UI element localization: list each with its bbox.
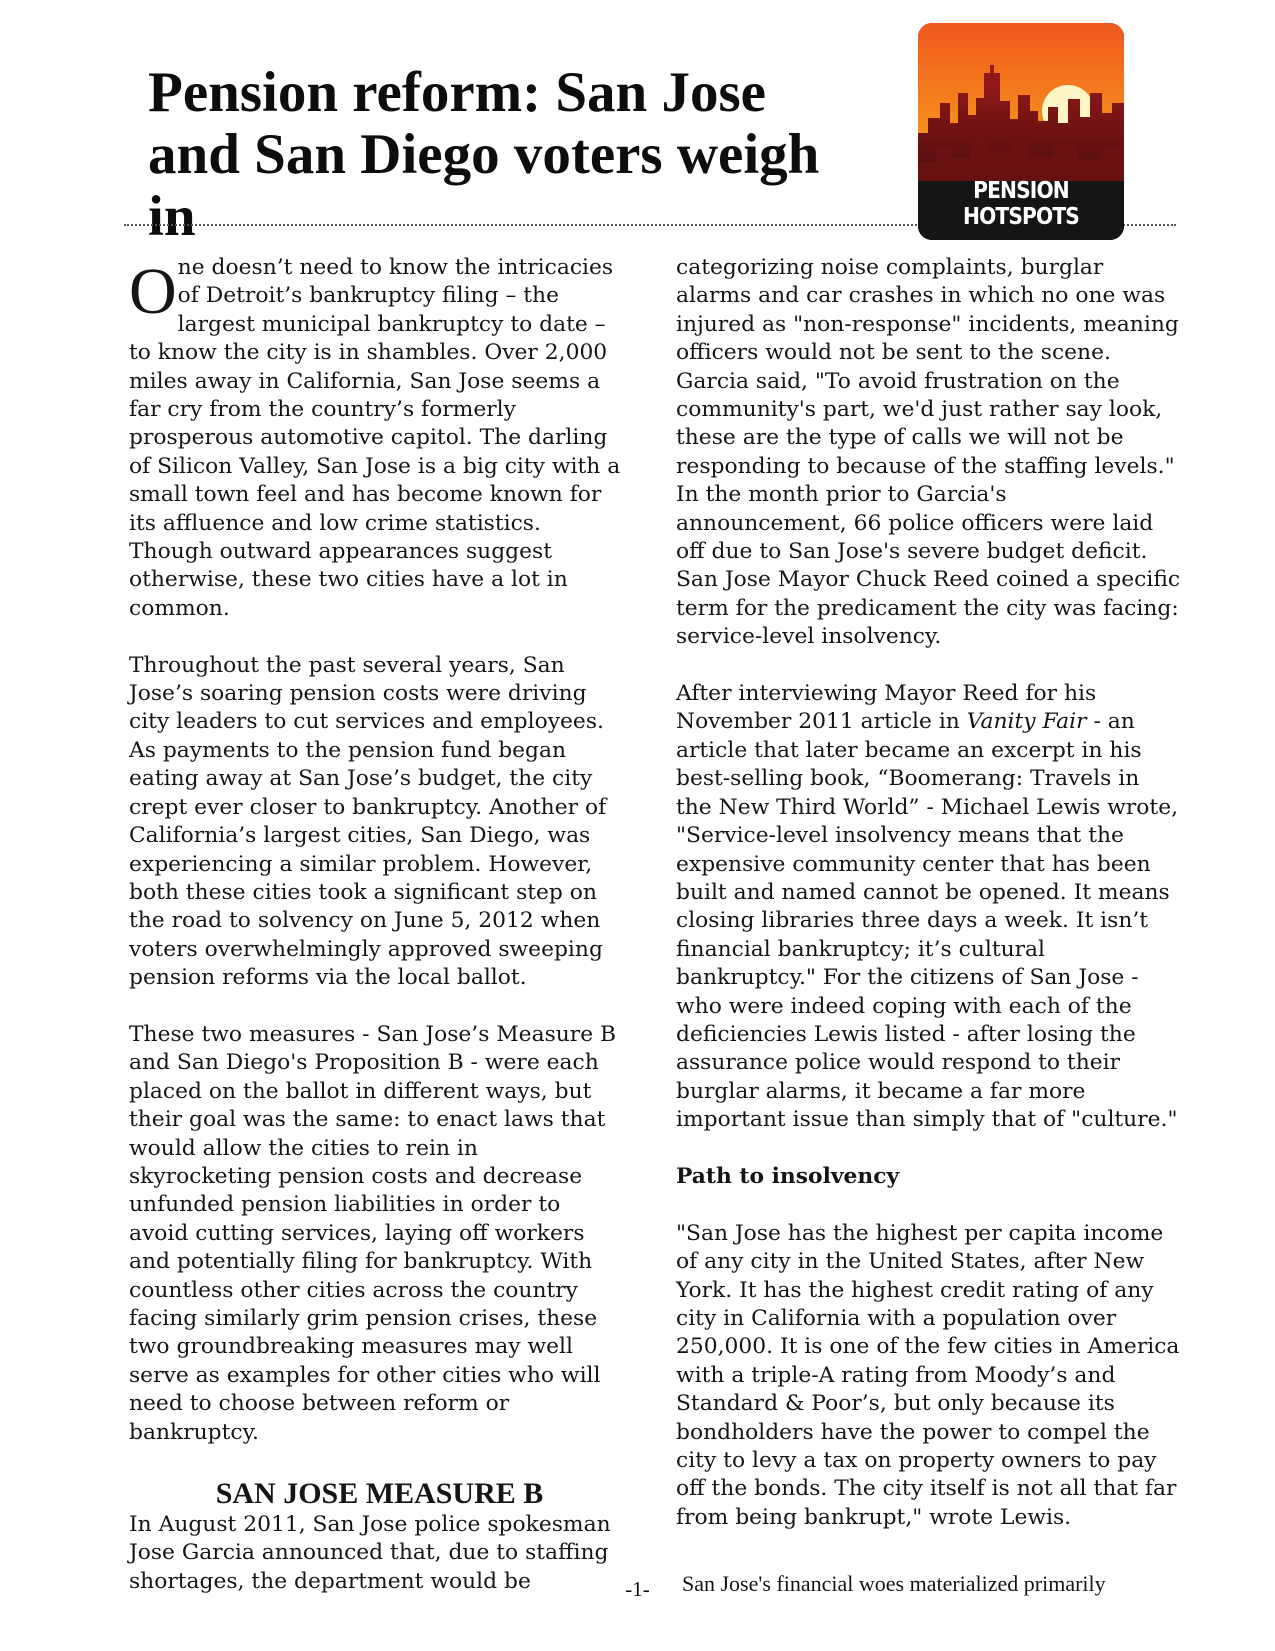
pension-hotspots-logo bbox=[918, 23, 1124, 240]
article-paragraph: categorizing noise complaints, burglar alarms and car crashes in which no one was injured as "non-response" incidents, meaning officers would not be sent to the scene. Garcia said, "To avoid frustration on the community's part, we'd just rather say look, these are the type of calls we will not be responding to because of the staffing levels." In the month prior to Garcia's announcement, 66 police officers were laid off due to San Jose's severe budget deficit. San Jose Mayor Chuck Reed coined a specific term for the predicament the city was facing: service-level insolvency. bbox=[676, 255, 1181, 650]
paragraph-text: - an article that later became an excerpt in his best-selling book, “Boomerang: Travels in the New Third World” - Michael Lewis wrote, "Service-level insolvency means that the expensive community center that has been built and named cannot be opened. It means closing libraries three days a week. It isn’t financial bankruptcy; it’s cultural bankruptcy." For the citizens of San Jose - who were indeed coping with each of the deficiencies Lewis listed - after losing the assurance police would respond to their burglar alarms, it became a far more important issue than simply that of "culture." bbox=[676, 709, 1179, 1133]
left-column bbox=[129, 254, 622, 1625]
paragraph-text: ne doesn’t need to know the intricacies of Detroit’s bankruptcy filing – the largest municipal bankruptcy to date – to know the city is in shambles. Over 2,000 miles away in California, San Jose seems a far cry from the country’s formerly prosperous automotive capitol. The darling of Silicon Valley, San Jose is a big city with a small town feel and has become known for its affluence and low crime statistics. Though outward appearances suggest otherwise, these two cities have a lot in common. bbox=[129, 255, 621, 621]
article-paragraph: In August 2011, San Jose police spokesman Jose Garcia announced that, due to staffing shortages, the department would be bbox=[129, 1512, 611, 1594]
paragraph-text: After interviewing Mayor Reed for his November 2011 article in bbox=[676, 681, 1097, 735]
article-paragraph: Throughout the past several years, San Jose’s soaring pension costs were driving city leaders to cut services and employees. As payments to the pension fund began eating away at San Jose’s budget, the city crept ever closer to bankruptcy. Another of California’s largest cities, San Diego, was experiencing a similar problem. However, both these cities took a significant step on the road to solvency on June 5, 2012 when voters overwhelmingly approved sweeping pension reforms via the local ballot. bbox=[129, 652, 607, 991]
article-paragraph: San Jose's financial woes materialized primarily bbox=[682, 1571, 1106, 1597]
article-paragraph bbox=[129, 254, 622, 623]
article-paragraph: These two measures - San Jose’s Measure B and San Diego's Proposition B - were each placed on the ballot in different ways, but their goal was the same: to enact laws that would allow the cities to rein in skyrocketing pension costs and decrease unfunded pension liabilities in order to avoid cutting services, laying off workers and potentially filing for bankruptcy. With countless other cities across the country facing similarly grim pension crises, these two groundbreaking measures may well serve as examples for other cities who will need to choose between reform or bankruptcy. bbox=[129, 1021, 617, 1445]
section-heading: SAN JOSE MEASURE B bbox=[215, 1477, 544, 1511]
article-title: Pension reform: San Jose and San Diego voters weigh in bbox=[148, 61, 820, 248]
article-paragraph bbox=[676, 680, 1181, 1135]
article-paragraph: "San Jose has the highest per capita income of any city in the United States, after New York. It has the highest credit rating of any city in California with a population over 250,000. It is one of the few cities in America with a triple-A rating from Moody’s and Standard & Poor’s, but only because its bondholders have the power to compel the city to levy a tax on property owners to pay off the bonds. The city itself is not all that far from being bankrupt," wrote Lewis. bbox=[676, 1220, 1180, 1530]
right-column bbox=[676, 254, 1181, 1599]
publication-name: Vanity Fair bbox=[966, 709, 1087, 735]
page-number: -1- bbox=[625, 1577, 650, 1601]
subheading: Path to insolvency bbox=[676, 1163, 900, 1189]
drop-cap: O bbox=[129, 255, 177, 328]
logo-text: PENSION HOTSPOTS bbox=[963, 178, 1079, 230]
